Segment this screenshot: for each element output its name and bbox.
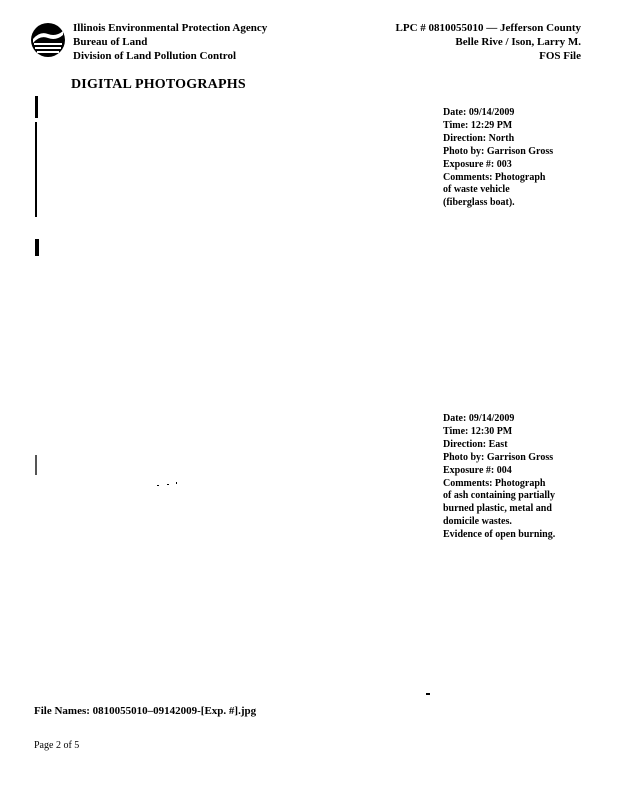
lpc-number: LPC # 0810055010 — Jefferson County (395, 22, 581, 34)
photo-date: Date: 09/14/2009 (443, 107, 515, 118)
photo-gap-area (35, 236, 415, 256)
agency-block (73, 21, 267, 63)
photo-004-caption (443, 413, 555, 542)
agency-name: Illinois Environmental Protection Agency (73, 22, 268, 34)
site-name: Belle Rive / Ison, Larry M. (455, 36, 581, 48)
photo-comment-line: burned plastic, metal and (443, 503, 552, 515)
scan-dash (426, 693, 430, 695)
speck (176, 482, 177, 484)
division-name: Division of Land Pollution Control (73, 50, 236, 62)
page-number: Page 2 of 5 (34, 740, 80, 751)
scan-mark (35, 96, 38, 118)
scan-mark (35, 122, 37, 217)
photo-comment-line: (fiberglass boat). (443, 197, 515, 209)
photo-comment-line: of ash containing partially (443, 490, 555, 502)
photo-comment-line: Comments: Photograph (443, 171, 546, 183)
photo-003-caption (443, 107, 553, 210)
photo-comment-line: Comments: Photograph (443, 477, 546, 489)
photo-time: Time: 12:29 PM (443, 119, 513, 131)
photo-direction: Direction: East (443, 438, 508, 450)
photo-photographer: Photo by: Garrison Gross (443, 145, 554, 157)
file-names: File Names: 0810055010–09142009-[Exp. #].jpg (34, 705, 257, 717)
bureau-name: Bureau of Land (73, 36, 148, 48)
photo-comment-line: domicile wastes. (443, 516, 512, 528)
file-reference-block (396, 21, 581, 63)
page-title: DIGITAL PHOTOGRAPHS (71, 77, 246, 92)
photo-exposure: Exposure #: 004 (443, 464, 512, 476)
photo-comment-line: Evidence of open burning. (443, 529, 556, 541)
photo-direction: Direction: North (443, 132, 515, 144)
scan-mark (35, 239, 39, 256)
photo-003-area (35, 96, 415, 221)
photo-exposure: Exposure #: 003 (443, 158, 512, 170)
photo-date: Date: 09/14/2009 (443, 413, 515, 424)
photo-time: Time: 12:30 PM (443, 425, 513, 437)
photo-photographer: Photo by: Garrison Gross (443, 451, 554, 463)
scan-mark (35, 455, 37, 475)
speck (157, 485, 159, 486)
speck (167, 484, 169, 485)
illinois-epa-logo-icon (30, 22, 66, 58)
photo-004-area (35, 455, 415, 495)
photo-comment-line: of waste vehicle (443, 184, 510, 196)
file-type: FOS File (539, 50, 581, 62)
